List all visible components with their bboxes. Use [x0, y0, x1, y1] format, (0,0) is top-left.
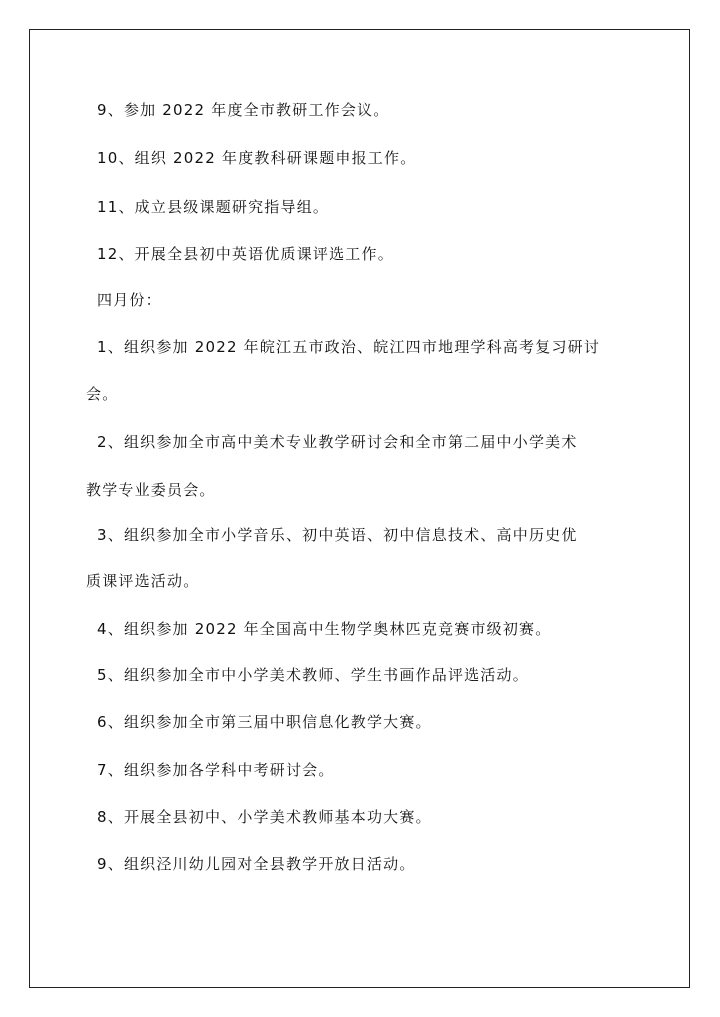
paragraph-item-9-march: 9、参加 2022 年度全市教研工作会议。: [97, 101, 390, 119]
paragraph-item-2-april-continued: 教学专业委员会。: [86, 481, 216, 499]
paragraph-item-10-march: 10、组织 2022 年度教科研课题申报工作。: [97, 149, 417, 167]
section-heading-april: 四月份：: [97, 291, 162, 309]
paragraph-item-4-april: 4、组织参加 2022 年全国高中生物学奥林匹克竞赛市级初赛。: [97, 620, 552, 638]
page-border: [29, 29, 690, 988]
paragraph-item-8-april: 8、开展全县初中、小学美术教师基本功大赛。: [97, 808, 432, 826]
paragraph-item-12-march: 12、开展全县初中英语优质课评选工作。: [97, 245, 394, 263]
paragraph-item-7-april: 7、组织参加各学科中考研讨会。: [97, 761, 335, 779]
paragraph-item-5-april: 5、组织参加全市中小学美术教师、学生书画作品评选活动。: [97, 666, 529, 684]
paragraph-item-3-april-continued: 质课评选活动。: [86, 572, 200, 590]
paragraph-item-9-april: 9、组织泾川幼儿园对全县教学开放日活动。: [97, 855, 416, 873]
paragraph-item-1-april: 1、组织参加 2022 年皖江五市政治、皖江四市地理学科高考复习研讨: [97, 338, 601, 356]
paragraph-item-6-april: 6、组织参加全市第三届中职信息化教学大赛。: [97, 713, 432, 731]
paragraph-item-3-april: 3、组织参加全市小学音乐、初中英语、初中信息技术、高中历史优: [97, 526, 578, 544]
paragraph-item-2-april: 2、组织参加全市高中美术专业教学研讨会和全市第二届中小学美术: [97, 433, 578, 451]
paragraph-item-1-april-continued: 会。: [86, 385, 119, 403]
paragraph-item-11-march: 11、成立县级课题研究指导组。: [97, 198, 330, 216]
